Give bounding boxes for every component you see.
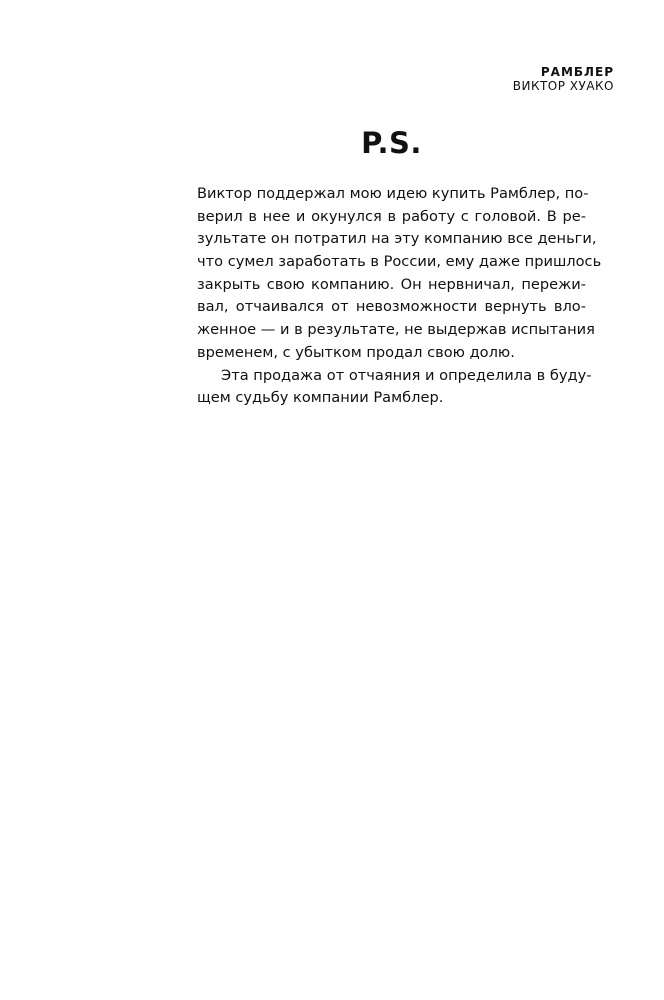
text-line: временем, с убытком продал свою долю. [197, 343, 515, 361]
text-line: женное — и в результате, не выдержав испытания [197, 321, 595, 339]
text-line: Эта продажа от отчаяния и определила в буду- [221, 366, 592, 384]
text-line: Виктор поддержал мою идею купить Рамблер, по- [197, 185, 589, 202]
running-header-book-title: РАМБЛЕР [540, 65, 614, 79]
text-line: верил в нее и окунулся в работу с головой. В ре- [197, 207, 586, 225]
text-line: вал, отчаивался от невозможности вернуть вло- [197, 298, 586, 316]
text-line: зультате он потратил на эту компанию все деньги, [197, 230, 597, 248]
running-header [513, 66, 614, 94]
text-line: щем судьбу компании Рамблер. [197, 389, 444, 407]
text-line: что сумел заработать в России, ему даже пришлось [197, 253, 602, 271]
text-line: закрыть свою компанию. Он нервничал, пережи- [197, 275, 586, 293]
chapter-title: P.S. [361, 126, 422, 160]
running-header-author: ВИКТОР ХУАКО [512, 78, 614, 93]
body-text [197, 183, 602, 410]
